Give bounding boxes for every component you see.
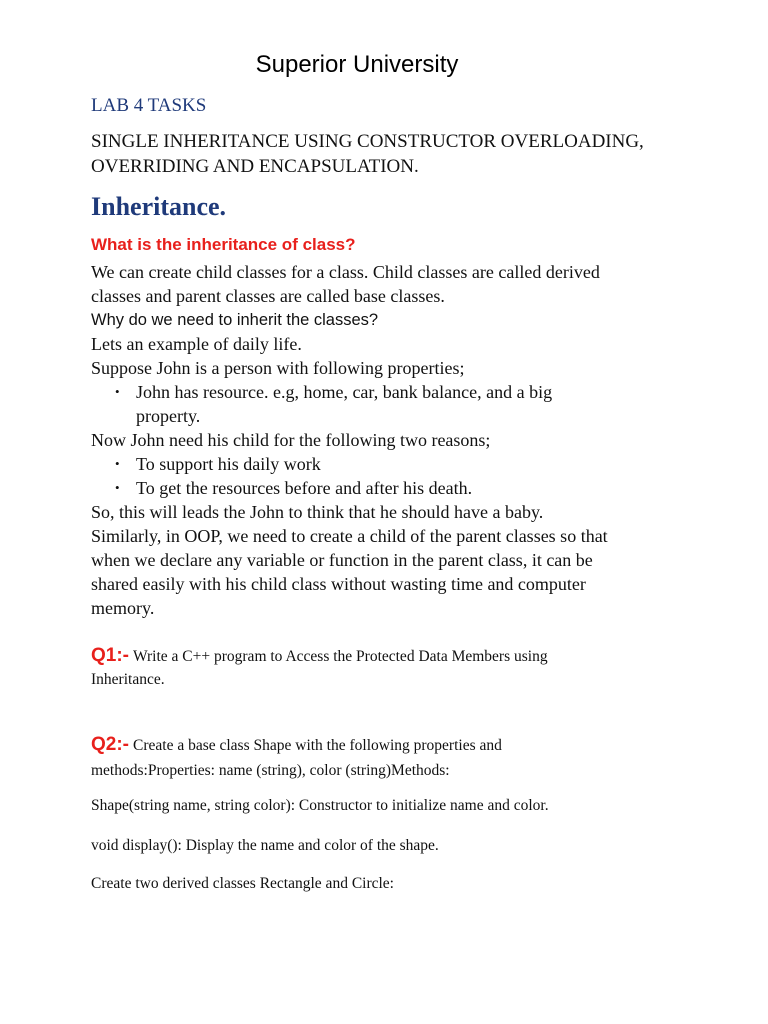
paragraph-line: Similarly, in OOP, we need to create a child of the parent classes so that (91, 526, 608, 546)
question-heading: What is the inheritance of class? (91, 235, 356, 254)
why-heading: Why do we need to inherit the classes? (91, 311, 379, 329)
list-item-text: To support his daily work (136, 454, 321, 474)
q2-derived-line: Create two derived classes Rectangle and Circle: (91, 875, 394, 892)
q2-text-continued: methods:Properties: name (string), color (string)Methods: (91, 762, 450, 779)
university-title: Superior University (255, 51, 459, 78)
paragraph-line: Now John need his child for the following two reasons; (91, 430, 491, 450)
paragraph-line: So, this will leads the John to think that he should have a baby. (91, 502, 544, 522)
q1-label: Q1:- (91, 645, 129, 666)
paragraph-line: Lets an example of daily life. (91, 334, 302, 354)
paragraph-line: We can create child classes for a class. Child classes are called derived (91, 262, 600, 282)
section-heading: Inheritance. (91, 192, 227, 221)
paragraph-line: shared easily with his child class without wasting time and computer (91, 574, 586, 594)
lab-subtitle (91, 129, 644, 179)
subtitle-line-2: OVERRIDING AND ENCAPSULATION. (91, 156, 419, 177)
paragraph-line: when we declare any variable or function in the parent class, it can be (91, 550, 593, 570)
q1-block (91, 644, 548, 669)
q2-display-line: void display(): Display the name and color of the shape. (91, 837, 439, 854)
paragraph-line: Suppose John is a person with following properties; (91, 358, 465, 378)
body-text (91, 260, 711, 620)
q2-label: Q2:- (91, 734, 129, 755)
subtitle-line-1: SINGLE INHERITANCE USING CONSTRUCTOR OVERLOADING, (91, 131, 644, 152)
lab-title: LAB 4 TASKS (91, 95, 207, 116)
q2-constructor-line: Shape(string name, string color): Constructor to initialize name and color. (91, 797, 549, 814)
list-item (91, 380, 711, 428)
q2-block (91, 733, 502, 758)
bullet-icon: • (115, 480, 120, 495)
list-item (91, 476, 711, 500)
q1-text-continued: Inheritance. (91, 671, 165, 688)
paragraph-line: classes and parent classes are called base classes. (91, 286, 445, 306)
list-item-text: To get the resources before and after his death. (136, 478, 473, 498)
bullet-icon: • (115, 384, 120, 399)
paragraph-line: memory. (91, 598, 155, 618)
q1-text: Write a C++ program to Access the Protected Data Members using (133, 648, 548, 665)
list-item-text: John has resource. e.g, home, car, bank balance, and a big (136, 382, 553, 402)
q2-text: Create a base class Shape with the following properties and (133, 737, 502, 754)
bullet-icon: • (115, 456, 120, 471)
list-item-text: property. (136, 406, 201, 426)
list-item (91, 452, 711, 476)
